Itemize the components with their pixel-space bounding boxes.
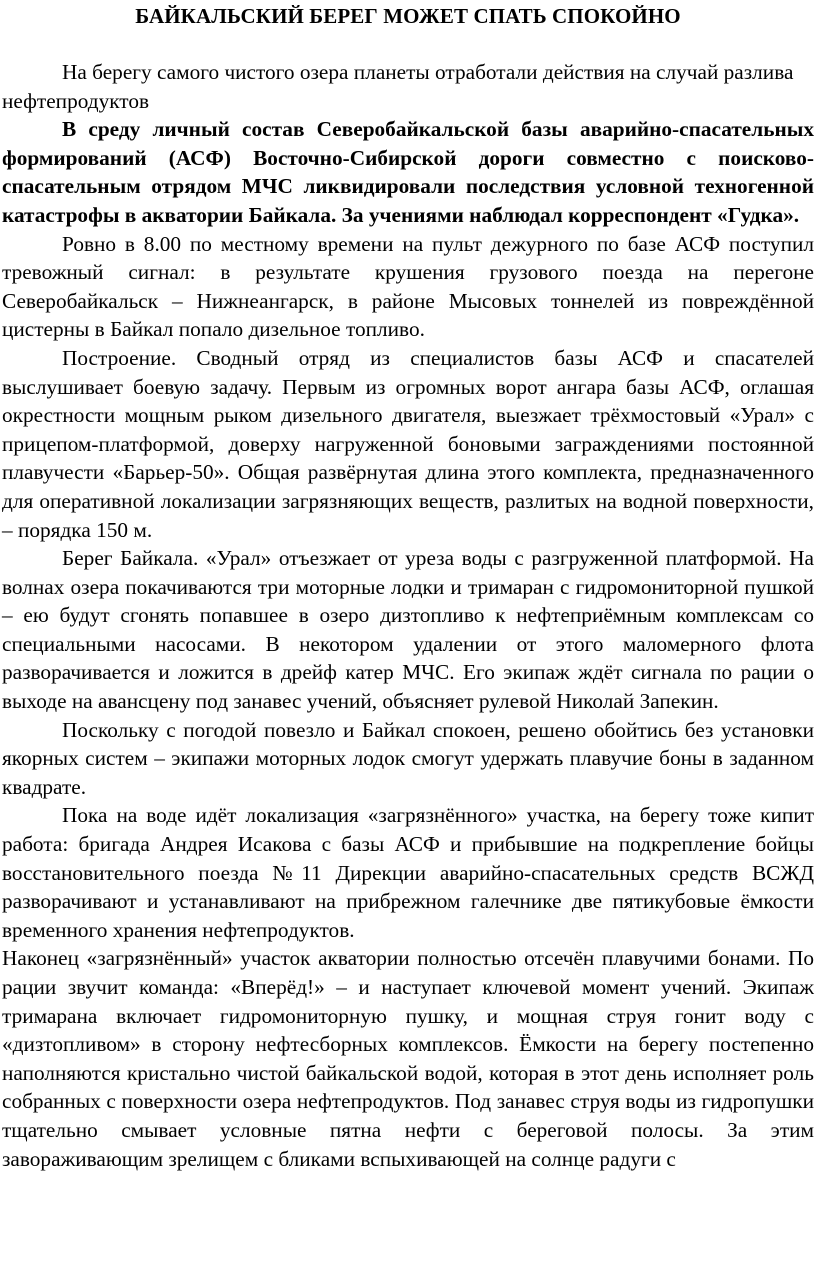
paragraph-formation: Построение. Сводный отряд из специалистов базы АСФ и спасателей выслушивает боевую задачу. Первым из огромных ворот ангара базы АСФ, оглашая окрестности мощным рыком дизельного двигателя, выезжает трёхмостовый «Урал» с прицепом-платформой, доверху нагруженной боновыми заграждениями постоянной плавучести «Барьер-50». Общая развёрнутая длина этого комплекта, предназначенного для оперативной локализации загрязняющих веществ, разлитых на водной поверхности, – порядка 150 м. [2, 345, 814, 542]
article-lead: На берегу самого чистого озера планеты отработали действия на случай разлива нефтепродуктов [2, 60, 794, 113]
paragraph-signal: Ровно в 8.00 по местному времени на пульт дежурного по базе АСФ поступил тревожный сигнал: в результате крушения грузового поезда на перегоне Северобайкальск – Нижнеангарск, в районе Мысовых тоннелей из повреждённой цистерны в Байкал попало дизельное топливо. [2, 231, 814, 342]
paragraph-final: Наконец «загрязнённый» участок акватории полностью отсечён плавучими бонами. По рации звучит команда: «Вперёд!» – и наступает ключевой момент учений. Экипаж тримарана включает гидромониторную пушку, и мощная струя гонит воду с «дизтопливом» в сторону нефтесборных комплексов. Ёмкости на берегу постепенно наполняются кристально чистой байкальской водой, которая в этот день исполняет роль собранных с поверхности озера нефтепродуктов. Под занавес струя воды из гидропушки тщательно смывает условные пятна нефти с береговой полосы. За этим завораживающим зрелищем с бликами вспыхивающей на солнце радуги с [2, 946, 814, 1171]
paragraph-shore: Берег Байкала. «Урал» отъезжает от уреза воды с разгруженной платформой. На волнах озера покачиваются три моторные лодки и тримаран с гидромониторной пушкой – ею будут сгонять попавшее в озеро дизтопливо к нефтеприёмным комплексам со специальными насосами. В некотором удалении от этого маломерного флота разворачивается и ложится в дрейф катер МЧС. Его экипаж ждёт сигнала по рации о выходе на авансцену под занавес учений, объясняет рулевой Николай Запекин. [2, 546, 814, 714]
paragraph-weather: Поскольку с погодой повезло и Байкал спокоен, решено обойтись без установки якорных систем – экипажи моторных лодок смогут удержать плавучие боны в заданном квадрате. [2, 717, 814, 799]
article-title: БАЙКАЛЬСКИЙ БЕРЕГ МОЖЕТ СПАТЬ СПОКОЙНО [135, 4, 681, 28]
article-intro: В среду личный состав Северобайкальской базы аварийно-спасательных формирований (АСФ) Восточно-Сибирской дороги совместно с поисково-спасательным отрядом МЧС ликвидировали последствия условной техногенной катастрофы в акватории Байкала. За учениями наблюдал корреспондент «Гудка». [2, 117, 814, 227]
paragraph-shore-work: Пока на воде идёт локализация «загрязнённого» участка, на берегу тоже кипит работа: бригада Андрея Исакова с базы АСФ и прибывшие на подкрепление бойцы восстановительного поезда №11 Дирекции аварийно-спасательных средств ВСЖД разворачивают и устанавливают на прибрежном галечнике две пятикубовые ёмкости временного хранения нефтепродуктов. [2, 803, 814, 942]
